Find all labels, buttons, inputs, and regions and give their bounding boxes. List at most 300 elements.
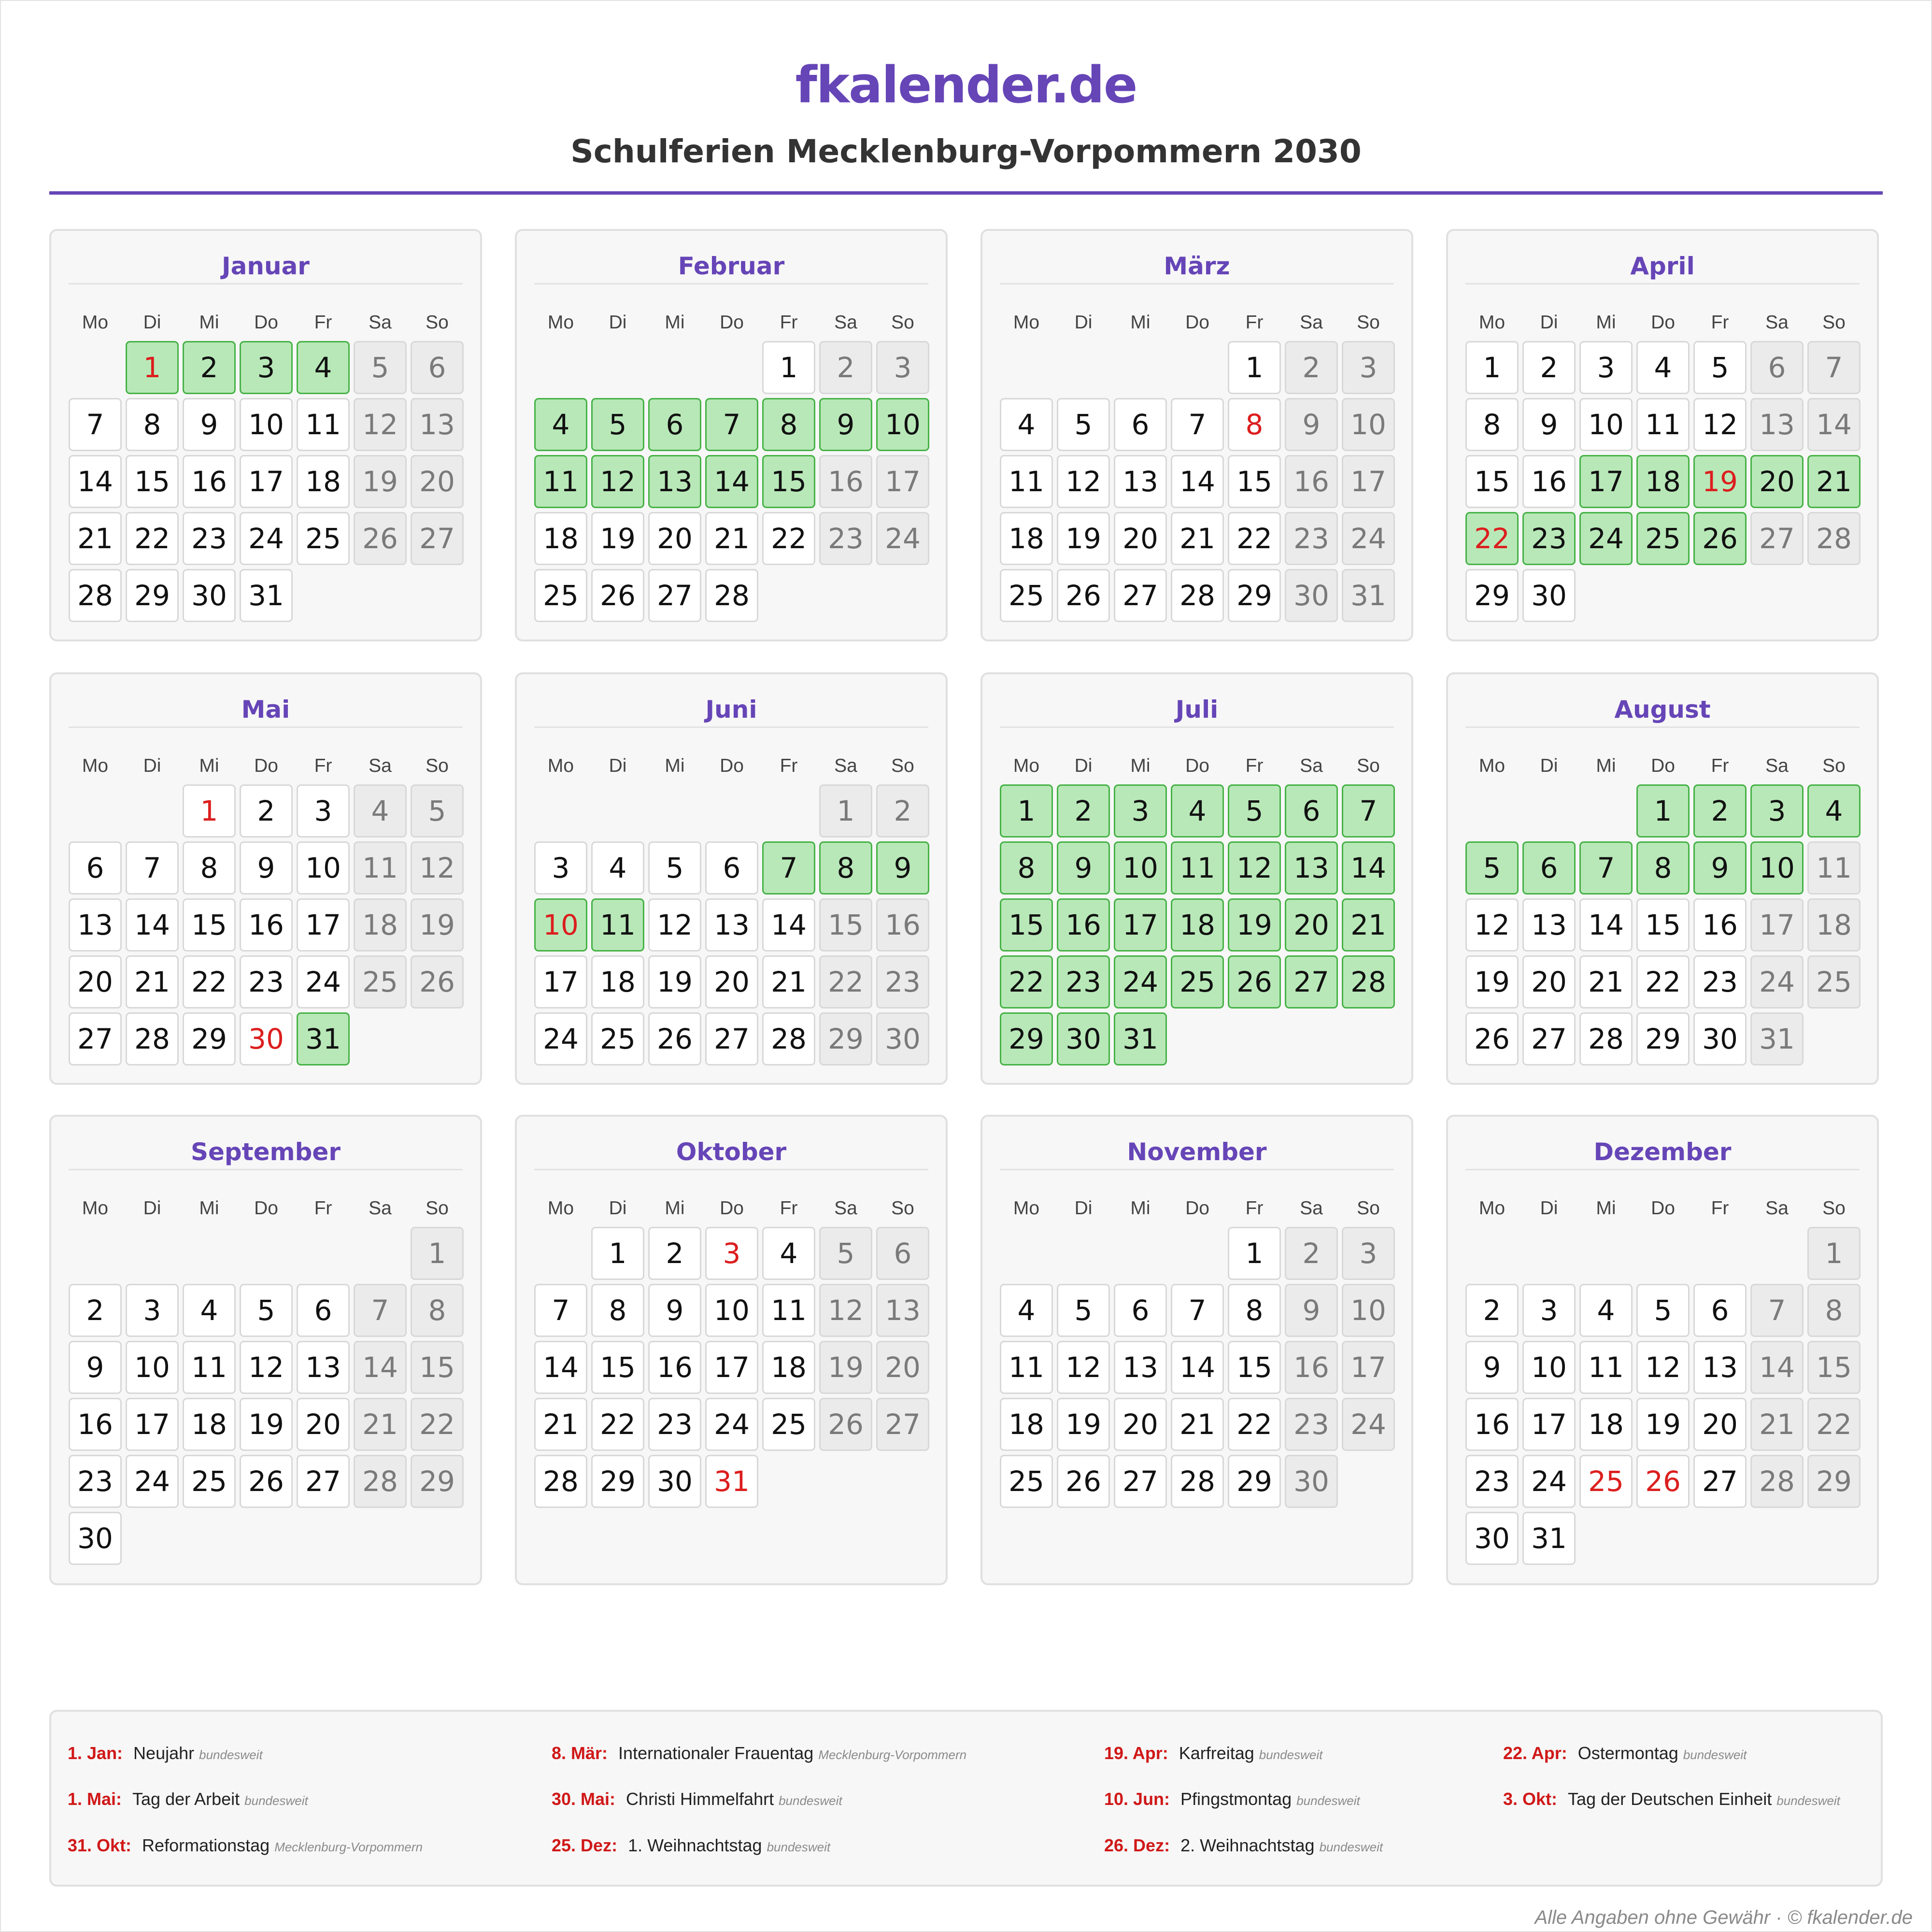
day-cell[interactable]: 4: [1171, 784, 1224, 838]
day-cell[interactable]: 5: [591, 398, 644, 451]
day-cell[interactable]: 15: [1636, 898, 1690, 952]
day-cell[interactable]: 16: [1522, 455, 1576, 508]
day-cell[interactable]: 20: [1522, 955, 1576, 1009]
day-cell[interactable]: 18: [1000, 512, 1053, 565]
day-cell[interactable]: 9: [1285, 1284, 1338, 1337]
day-cell[interactable]: 30: [1057, 1012, 1110, 1065]
day-cell[interactable]: 21: [1342, 898, 1395, 952]
day-cell[interactable]: 21: [534, 1398, 587, 1451]
day-cell[interactable]: 19: [411, 898, 464, 952]
day-cell[interactable]: 5: [1057, 398, 1110, 451]
day-cell[interactable]: 29: [1228, 1455, 1281, 1508]
day-cell[interactable]: 9: [1285, 398, 1338, 451]
day-cell[interactable]: 6: [648, 398, 701, 451]
day-cell[interactable]: 3: [1750, 784, 1804, 838]
day-cell[interactable]: 13: [1522, 898, 1576, 952]
day-cell[interactable]: 13: [1693, 1341, 1747, 1394]
day-cell[interactable]: 7: [69, 398, 122, 451]
day-cell[interactable]: 8: [819, 841, 872, 895]
day-cell[interactable]: 1: [1807, 1227, 1861, 1280]
day-cell[interactable]: 3: [1522, 1284, 1576, 1337]
day-cell[interactable]: 14: [1807, 398, 1861, 451]
day-cell[interactable]: 18: [1636, 455, 1690, 508]
day-cell[interactable]: 7: [534, 1284, 587, 1337]
day-cell[interactable]: 10: [126, 1341, 179, 1394]
day-cell[interactable]: 27: [1285, 955, 1338, 1009]
day-cell[interactable]: 23: [1465, 1455, 1519, 1508]
day-cell[interactable]: 7: [705, 398, 758, 451]
day-cell[interactable]: 24: [240, 512, 293, 565]
day-cell[interactable]: 8: [1000, 841, 1053, 895]
day-cell[interactable]: 29: [1807, 1455, 1861, 1508]
day-cell[interactable]: 26: [819, 1398, 872, 1451]
day-cell[interactable]: 21: [762, 955, 815, 1009]
day-cell[interactable]: 24: [126, 1455, 179, 1508]
day-cell[interactable]: 4: [1807, 784, 1861, 838]
day-cell[interactable]: 30: [240, 1012, 293, 1065]
day-cell[interactable]: 24: [1579, 512, 1633, 565]
day-cell[interactable]: 7: [126, 841, 179, 895]
day-cell[interactable]: 6: [876, 1227, 929, 1280]
day-cell[interactable]: 23: [876, 955, 929, 1009]
day-cell[interactable]: 9: [819, 398, 872, 451]
day-cell[interactable]: 11: [1636, 398, 1690, 451]
day-cell[interactable]: 16: [240, 898, 293, 952]
day-cell[interactable]: 6: [411, 341, 464, 394]
day-cell[interactable]: 10: [534, 898, 587, 952]
day-cell[interactable]: 6: [297, 1284, 350, 1337]
day-cell[interactable]: 22: [126, 512, 179, 565]
day-cell[interactable]: 20: [297, 1398, 350, 1451]
day-cell[interactable]: 12: [819, 1284, 872, 1337]
day-cell[interactable]: 16: [69, 1398, 122, 1451]
day-cell[interactable]: 16: [1285, 455, 1338, 508]
day-cell[interactable]: 25: [762, 1398, 815, 1451]
day-cell[interactable]: 22: [762, 512, 815, 565]
day-cell[interactable]: 3: [1114, 784, 1167, 838]
day-cell[interactable]: 8: [126, 398, 179, 451]
day-cell[interactable]: 29: [183, 1012, 236, 1065]
day-cell[interactable]: 7: [1342, 784, 1395, 838]
day-cell[interactable]: 17: [1342, 455, 1395, 508]
day-cell[interactable]: 5: [240, 1284, 293, 1337]
site-brand[interactable]: fkalender.de: [795, 56, 1137, 114]
day-cell[interactable]: 29: [591, 1455, 644, 1508]
day-cell[interactable]: 23: [69, 1455, 122, 1508]
day-cell[interactable]: 30: [1285, 569, 1338, 622]
day-cell[interactable]: 11: [591, 898, 644, 952]
day-cell[interactable]: 1: [1465, 341, 1519, 394]
day-cell[interactable]: 22: [819, 955, 872, 1009]
day-cell[interactable]: 29: [819, 1012, 872, 1065]
day-cell[interactable]: 17: [126, 1398, 179, 1451]
day-cell[interactable]: 19: [1465, 955, 1519, 1009]
day-cell[interactable]: 4: [1636, 341, 1690, 394]
day-cell[interactable]: 14: [705, 455, 758, 508]
day-cell[interactable]: 11: [1579, 1341, 1633, 1394]
day-cell[interactable]: 26: [648, 1012, 701, 1065]
day-cell[interactable]: 26: [1636, 1455, 1690, 1508]
day-cell[interactable]: 18: [591, 955, 644, 1009]
day-cell[interactable]: 13: [1114, 455, 1167, 508]
day-cell[interactable]: 9: [69, 1341, 122, 1394]
day-cell[interactable]: 14: [1342, 841, 1395, 895]
day-cell[interactable]: 6: [705, 841, 758, 895]
day-cell[interactable]: 23: [183, 512, 236, 565]
day-cell[interactable]: 8: [411, 1284, 464, 1337]
day-cell[interactable]: 22: [1807, 1398, 1861, 1451]
day-cell[interactable]: 9: [183, 398, 236, 451]
day-cell[interactable]: 4: [534, 398, 587, 451]
day-cell[interactable]: 14: [1171, 1341, 1224, 1394]
day-cell[interactable]: 27: [411, 512, 464, 565]
day-cell[interactable]: 23: [240, 955, 293, 1009]
day-cell[interactable]: 11: [1000, 1341, 1053, 1394]
day-cell[interactable]: 6: [1750, 341, 1804, 394]
day-cell[interactable]: 20: [1693, 1398, 1747, 1451]
day-cell[interactable]: 16: [183, 455, 236, 508]
day-cell[interactable]: 30: [1522, 569, 1576, 622]
day-cell[interactable]: 28: [1342, 955, 1395, 1009]
day-cell[interactable]: 13: [876, 1284, 929, 1337]
day-cell[interactable]: 25: [534, 569, 587, 622]
day-cell[interactable]: 31: [1522, 1512, 1576, 1565]
day-cell[interactable]: 10: [297, 841, 350, 895]
day-cell[interactable]: 29: [1465, 569, 1519, 622]
day-cell[interactable]: 19: [240, 1398, 293, 1451]
day-cell[interactable]: 23: [648, 1398, 701, 1451]
day-cell[interactable]: 3: [126, 1284, 179, 1337]
day-cell[interactable]: 2: [1693, 784, 1747, 838]
day-cell[interactable]: 21: [69, 512, 122, 565]
day-cell[interactable]: 26: [1228, 955, 1281, 1009]
day-cell[interactable]: 30: [1285, 1455, 1338, 1508]
day-cell[interactable]: 7: [354, 1284, 407, 1337]
day-cell[interactable]: 9: [1465, 1341, 1519, 1394]
day-cell[interactable]: 11: [762, 1284, 815, 1337]
day-cell[interactable]: 14: [762, 898, 815, 952]
day-cell[interactable]: 21: [1171, 512, 1224, 565]
day-cell[interactable]: 31: [240, 569, 293, 622]
day-cell[interactable]: 18: [1000, 1398, 1053, 1451]
day-cell[interactable]: 7: [1171, 398, 1224, 451]
day-cell[interactable]: 4: [297, 341, 350, 394]
day-cell[interactable]: 27: [705, 1012, 758, 1065]
day-cell[interactable]: 5: [1057, 1284, 1110, 1337]
day-cell[interactable]: 20: [648, 512, 701, 565]
day-cell[interactable]: 1: [591, 1227, 644, 1280]
day-cell[interactable]: 18: [1171, 898, 1224, 952]
day-cell[interactable]: 7: [762, 841, 815, 895]
day-cell[interactable]: 1: [411, 1227, 464, 1280]
day-cell[interactable]: 13: [411, 398, 464, 451]
day-cell[interactable]: 23: [1285, 512, 1338, 565]
day-cell[interactable]: 12: [411, 841, 464, 895]
day-cell[interactable]: 2: [1057, 784, 1110, 838]
day-cell[interactable]: 25: [1807, 955, 1861, 1009]
day-cell[interactable]: 6: [1693, 1284, 1747, 1337]
day-cell[interactable]: 10: [1342, 398, 1395, 451]
day-cell[interactable]: 19: [648, 955, 701, 1009]
day-cell[interactable]: 25: [183, 1455, 236, 1508]
day-cell[interactable]: 19: [1636, 1398, 1690, 1451]
day-cell[interactable]: 29: [1000, 1012, 1053, 1065]
day-cell[interactable]: 15: [1228, 1341, 1281, 1394]
day-cell[interactable]: 19: [1057, 1398, 1110, 1451]
day-cell[interactable]: 16: [876, 898, 929, 952]
day-cell[interactable]: 8: [1636, 841, 1690, 895]
day-cell[interactable]: 1: [183, 784, 236, 838]
day-cell[interactable]: 20: [705, 955, 758, 1009]
day-cell[interactable]: 19: [1228, 898, 1281, 952]
day-cell[interactable]: 8: [762, 398, 815, 451]
day-cell[interactable]: 18: [534, 512, 587, 565]
day-cell[interactable]: 5: [1228, 784, 1281, 838]
day-cell[interactable]: 27: [297, 1455, 350, 1508]
day-cell[interactable]: 27: [1693, 1455, 1747, 1508]
day-cell[interactable]: 6: [69, 841, 122, 895]
day-cell[interactable]: 17: [240, 455, 293, 508]
day-cell[interactable]: 8: [591, 1284, 644, 1337]
day-cell[interactable]: 19: [819, 1341, 872, 1394]
day-cell[interactable]: 3: [705, 1227, 758, 1280]
day-cell[interactable]: 30: [69, 1512, 122, 1565]
day-cell[interactable]: 12: [1228, 841, 1281, 895]
day-cell[interactable]: 3: [1579, 341, 1633, 394]
day-cell[interactable]: 13: [1285, 841, 1338, 895]
day-cell[interactable]: 10: [1579, 398, 1633, 451]
day-cell[interactable]: 2: [819, 341, 872, 394]
day-cell[interactable]: 22: [1000, 955, 1053, 1009]
day-cell[interactable]: 18: [354, 898, 407, 952]
day-cell[interactable]: 11: [354, 841, 407, 895]
day-cell[interactable]: 5: [354, 341, 407, 394]
day-cell[interactable]: 30: [183, 569, 236, 622]
day-cell[interactable]: 23: [1285, 1398, 1338, 1451]
day-cell[interactable]: 16: [819, 455, 872, 508]
day-cell[interactable]: 8: [1228, 398, 1281, 451]
day-cell[interactable]: 22: [411, 1398, 464, 1451]
day-cell[interactable]: 9: [1057, 841, 1110, 895]
day-cell[interactable]: 12: [1057, 1341, 1110, 1394]
day-cell[interactable]: 17: [297, 898, 350, 952]
day-cell[interactable]: 12: [1636, 1341, 1690, 1394]
day-cell[interactable]: 26: [240, 1455, 293, 1508]
day-cell[interactable]: 26: [354, 512, 407, 565]
day-cell[interactable]: 2: [240, 784, 293, 838]
day-cell[interactable]: 21: [354, 1398, 407, 1451]
day-cell[interactable]: 30: [1693, 1012, 1747, 1065]
day-cell[interactable]: 2: [183, 341, 236, 394]
day-cell[interactable]: 31: [1114, 1012, 1167, 1065]
day-cell[interactable]: 27: [1750, 512, 1804, 565]
day-cell[interactable]: 1: [1228, 1227, 1281, 1280]
day-cell[interactable]: 28: [1750, 1455, 1804, 1508]
day-cell[interactable]: 12: [591, 455, 644, 508]
day-cell[interactable]: 5: [1693, 341, 1747, 394]
day-cell[interactable]: 3: [534, 841, 587, 895]
day-cell[interactable]: 19: [591, 512, 644, 565]
day-cell[interactable]: 31: [297, 1012, 350, 1065]
day-cell[interactable]: 27: [1114, 1455, 1167, 1508]
day-cell[interactable]: 23: [1057, 955, 1110, 1009]
day-cell[interactable]: 19: [354, 455, 407, 508]
day-cell[interactable]: 11: [1171, 841, 1224, 895]
day-cell[interactable]: 12: [1465, 898, 1519, 952]
day-cell[interactable]: 21: [1579, 955, 1633, 1009]
day-cell[interactable]: 5: [819, 1227, 872, 1280]
day-cell[interactable]: 12: [1693, 398, 1747, 451]
day-cell[interactable]: 17: [1750, 898, 1804, 952]
day-cell[interactable]: 3: [1342, 341, 1395, 394]
day-cell[interactable]: 1: [762, 341, 815, 394]
day-cell[interactable]: 10: [705, 1284, 758, 1337]
day-cell[interactable]: 31: [705, 1455, 758, 1508]
day-cell[interactable]: 20: [1285, 898, 1338, 952]
day-cell[interactable]: 20: [1750, 455, 1804, 508]
day-cell[interactable]: 24: [297, 955, 350, 1009]
day-cell[interactable]: 25: [1000, 569, 1053, 622]
day-cell[interactable]: 6: [1522, 841, 1576, 895]
day-cell[interactable]: 26: [1693, 512, 1747, 565]
day-cell[interactable]: 15: [1228, 455, 1281, 508]
day-cell[interactable]: 14: [1750, 1341, 1804, 1394]
day-cell[interactable]: 24: [876, 512, 929, 565]
day-cell[interactable]: 11: [297, 398, 350, 451]
day-cell[interactable]: 6: [1114, 398, 1167, 451]
day-cell[interactable]: 20: [1114, 1398, 1167, 1451]
day-cell[interactable]: 8: [1807, 1284, 1861, 1337]
day-cell[interactable]: 14: [354, 1341, 407, 1394]
day-cell[interactable]: 16: [1465, 1398, 1519, 1451]
day-cell[interactable]: 22: [1228, 512, 1281, 565]
day-cell[interactable]: 14: [1579, 898, 1633, 952]
day-cell[interactable]: 15: [591, 1341, 644, 1394]
day-cell[interactable]: 7: [1579, 841, 1633, 895]
day-cell[interactable]: 21: [705, 512, 758, 565]
day-cell[interactable]: 21: [1171, 1398, 1224, 1451]
day-cell[interactable]: 24: [1522, 1455, 1576, 1508]
day-cell[interactable]: 20: [876, 1341, 929, 1394]
day-cell[interactable]: 8: [1228, 1284, 1281, 1337]
day-cell[interactable]: 13: [69, 898, 122, 952]
day-cell[interactable]: 25: [591, 1012, 644, 1065]
day-cell[interactable]: 4: [591, 841, 644, 895]
day-cell[interactable]: 10: [1114, 841, 1167, 895]
day-cell[interactable]: 15: [762, 455, 815, 508]
day-cell[interactable]: 12: [354, 398, 407, 451]
day-cell[interactable]: 22: [591, 1398, 644, 1451]
day-cell[interactable]: 23: [1693, 955, 1747, 1009]
day-cell[interactable]: 2: [1285, 341, 1338, 394]
day-cell[interactable]: 18: [297, 455, 350, 508]
day-cell[interactable]: 18: [762, 1341, 815, 1394]
day-cell[interactable]: 10: [240, 398, 293, 451]
day-cell[interactable]: 15: [1465, 455, 1519, 508]
day-cell[interactable]: 24: [1114, 955, 1167, 1009]
day-cell[interactable]: 2: [648, 1227, 701, 1280]
day-cell[interactable]: 11: [1807, 841, 1861, 895]
day-cell[interactable]: 2: [1522, 341, 1576, 394]
day-cell[interactable]: 18: [1579, 1398, 1633, 1451]
day-cell[interactable]: 15: [411, 1341, 464, 1394]
day-cell[interactable]: 28: [762, 1012, 815, 1065]
day-cell[interactable]: 17: [534, 955, 587, 1009]
day-cell[interactable]: 27: [69, 1012, 122, 1065]
day-cell[interactable]: 12: [648, 898, 701, 952]
day-cell[interactable]: 1: [1636, 784, 1690, 838]
day-cell[interactable]: 14: [126, 898, 179, 952]
day-cell[interactable]: 20: [69, 955, 122, 1009]
day-cell[interactable]: 19: [1693, 455, 1747, 508]
day-cell[interactable]: 13: [1114, 1341, 1167, 1394]
day-cell[interactable]: 30: [876, 1012, 929, 1065]
day-cell[interactable]: 4: [354, 784, 407, 838]
day-cell[interactable]: 27: [648, 569, 701, 622]
day-cell[interactable]: 2: [69, 1284, 122, 1337]
day-cell[interactable]: 28: [1171, 1455, 1224, 1508]
day-cell[interactable]: 25: [1171, 955, 1224, 1009]
day-cell[interactable]: 3: [876, 341, 929, 394]
day-cell[interactable]: 17: [1579, 455, 1633, 508]
day-cell[interactable]: 23: [819, 512, 872, 565]
day-cell[interactable]: 4: [1579, 1284, 1633, 1337]
day-cell[interactable]: 1: [126, 341, 179, 394]
day-cell[interactable]: 28: [354, 1455, 407, 1508]
day-cell[interactable]: 15: [1807, 1341, 1861, 1394]
day-cell[interactable]: 2: [1285, 1227, 1338, 1280]
day-cell[interactable]: 25: [354, 955, 407, 1009]
day-cell[interactable]: 16: [1693, 898, 1747, 952]
day-cell[interactable]: 17: [1342, 1341, 1395, 1394]
day-cell[interactable]: 17: [705, 1341, 758, 1394]
day-cell[interactable]: 31: [1750, 1012, 1804, 1065]
day-cell[interactable]: 24: [1342, 512, 1395, 565]
day-cell[interactable]: 25: [1000, 1455, 1053, 1508]
day-cell[interactable]: 13: [648, 455, 701, 508]
day-cell[interactable]: 22: [1465, 512, 1519, 565]
day-cell[interactable]: 11: [534, 455, 587, 508]
day-cell[interactable]: 30: [1465, 1512, 1519, 1565]
day-cell[interactable]: 27: [1114, 569, 1167, 622]
day-cell[interactable]: 1: [1000, 784, 1053, 838]
day-cell[interactable]: 22: [1228, 1398, 1281, 1451]
day-cell[interactable]: 11: [183, 1341, 236, 1394]
day-cell[interactable]: 14: [534, 1341, 587, 1394]
day-cell[interactable]: 24: [534, 1012, 587, 1065]
day-cell[interactable]: 29: [1228, 569, 1281, 622]
day-cell[interactable]: 28: [126, 1012, 179, 1065]
day-cell[interactable]: 22: [183, 955, 236, 1009]
day-cell[interactable]: 26: [1057, 569, 1110, 622]
day-cell[interactable]: 11: [1000, 455, 1053, 508]
day-cell[interactable]: 12: [240, 1341, 293, 1394]
day-cell[interactable]: 25: [297, 512, 350, 565]
day-cell[interactable]: 5: [1465, 841, 1519, 895]
day-cell[interactable]: 26: [1057, 1455, 1110, 1508]
day-cell[interactable]: 24: [705, 1398, 758, 1451]
day-cell[interactable]: 16: [1057, 898, 1110, 952]
day-cell[interactable]: 29: [411, 1455, 464, 1508]
day-cell[interactable]: 16: [1285, 1341, 1338, 1394]
day-cell[interactable]: 14: [1171, 455, 1224, 508]
day-cell[interactable]: 15: [183, 898, 236, 952]
day-cell[interactable]: 3: [1342, 1227, 1395, 1280]
day-cell[interactable]: 21: [1750, 1398, 1804, 1451]
day-cell[interactable]: 5: [1636, 1284, 1690, 1337]
day-cell[interactable]: 20: [1114, 512, 1167, 565]
day-cell[interactable]: 15: [1000, 898, 1053, 952]
